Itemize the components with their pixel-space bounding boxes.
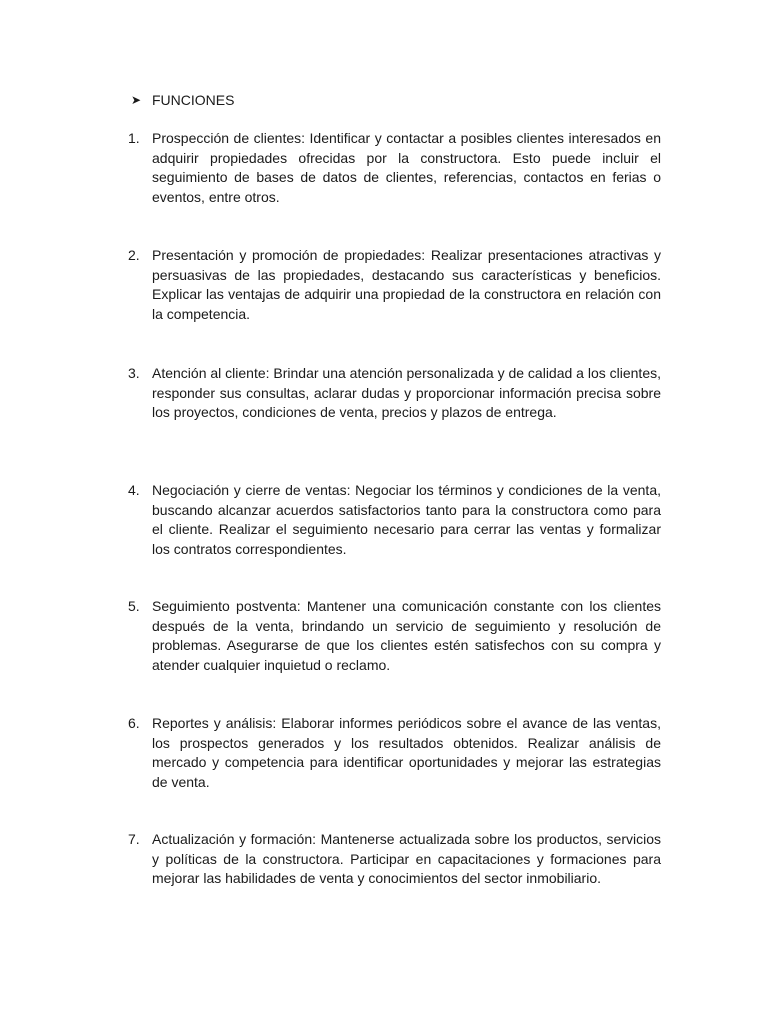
list-item-number: 3. (128, 365, 140, 381)
list-item-number: 5. (128, 598, 140, 614)
list-item-text: Seguimiento postventa: Mantener una comunicación constante con los clientes después de la venta, brindando un servicio de seguimiento y resolución de problemas. Asegurarse de que los clientes estén satisfechos con su compra y atender cualquier inquietud o reclamo. (152, 598, 661, 673)
list-item-number: 1. (128, 130, 140, 146)
list-item (128, 129, 661, 207)
list-item-text: Prospección de clientes: Identificar y contactar a posibles clientes interesados en adquirir propiedades ofrecidas por la constructora. Esto puede incluir el seguimiento de bases de datos de clientes, referencias, contactos en ferias o eventos, entre otros. (152, 130, 661, 205)
list-item (128, 597, 661, 675)
list-item (128, 364, 661, 423)
list-item-text: Negociación y cierre de ventas: Negociar los términos y condiciones de la venta, buscando alcanzar acuerdos satisfactorios tanto para la constructora como para el cliente. Realizar el seguimiento necesario para cerrar las ventas y formalizar los contratos correspondientes. (152, 482, 661, 557)
list-item (128, 481, 661, 559)
arrow-bullet-icon: ➤ (131, 93, 142, 107)
list-item-number: 7. (128, 831, 140, 847)
list-item-number: 4. (128, 482, 140, 498)
list-item (128, 246, 661, 324)
section-heading-text: FUNCIONES (152, 92, 235, 108)
list-item (128, 714, 661, 792)
list-item-text: Reportes y análisis: Elaborar informes periódicos sobre el avance de las ventas, los prospectos generados y los resultados obtenidos. Realizar análisis de mercado y competencia para identificar oportunidades y mejorar las estrategias de venta. (152, 715, 661, 790)
list-item-text: Presentación y promoción de propiedades: Realizar presentaciones atractivas y persuasivas de las propiedades, destacando sus características y beneficios. Explicar las ventajas de adquirir una propiedad de la constructora en relación con la competencia. (152, 247, 661, 322)
list-item-text: Atención al cliente: Brindar una atención personalizada y de calidad a los clientes, responder sus consultas, aclarar dudas y proporcionar información precisa sobre los proyectos, condiciones de venta, precios y plazos de entrega. (152, 365, 661, 420)
section-heading (131, 91, 234, 110)
list-item-number: 2. (128, 247, 140, 263)
list-item-number: 6. (128, 715, 140, 731)
list-item-text: Actualización y formación: Mantenerse actualizada sobre los productos, servicios y políticas de la constructora. Participar en capacitaciones y formaciones para mejorar las habilidades de venta y conocimientos del sector inmobiliario. (152, 831, 661, 886)
list-item (128, 830, 661, 889)
